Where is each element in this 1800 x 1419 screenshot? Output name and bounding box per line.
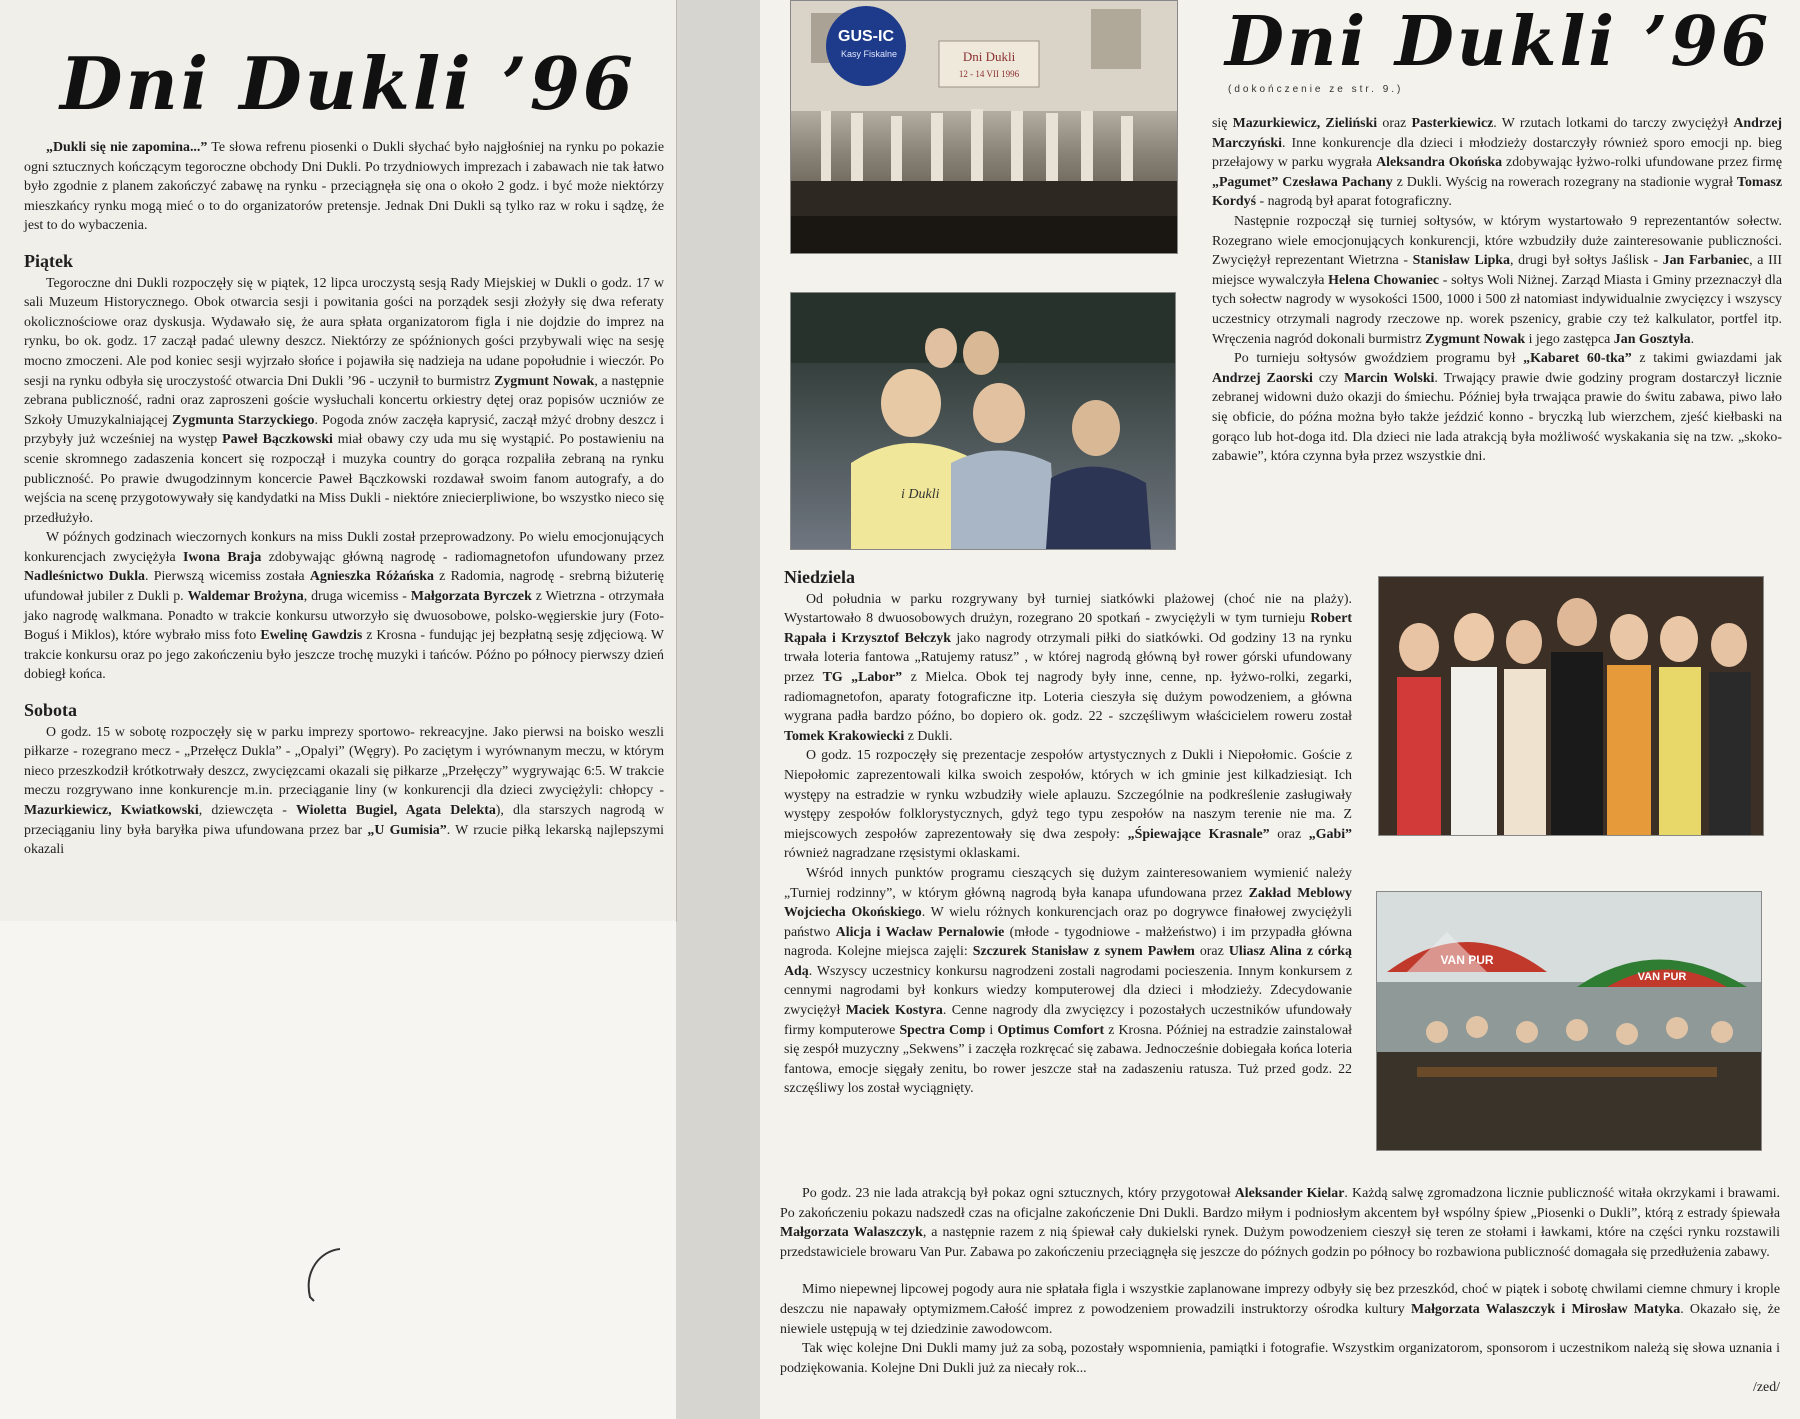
paragraph: Po godz. 23 nie lada atrakcją był pokaz ogni sztucznych, który przygotował Aleksander Kielar. Każdą salwę zgromadzona licznie publiczność witała okrzykami i brawami. Po zakończeniu pokazu nadszedł czas na oficjalne zakończenie Dni Dukli. Bardzo miłym i podniosłym akcentem był wspólny śpiew „Piosenki o Dukli”, którą z estrady śpiewała Małgorzata Walaszczyk, a następnie razem z nią śpiewał cały dukielski rynek. Dużym powodzeniem cieszył się teren ze stołami i ławkami, które na części rynku rozstawili przedstawiciele browaru Van Pur. Zabawa po zakończeniu przeciągnęła się jeszcze do późnych godzin po północy bo rozbawiona publiczność domagała się przedłużenia zabawy. <box>780 1186 1781 1260</box>
section-heading-niedziela: Niedziela <box>784 567 855 587</box>
photo-miss-contestants <box>1378 576 1764 836</box>
shirt-print: i Dukli <box>901 487 940 502</box>
banner-line-2: 12 - 14 VII 1996 <box>958 69 1020 79</box>
right-column-top <box>1212 114 1782 467</box>
paragraph: Tegoroczne dni Dukli rozpoczęły się w piątek, 12 lipca uroczystą sesją Rady Miejskiej w Dukli o godz. 17 w sali Muzeum Historycznego. Obok otwarcia sesji i powitania gości na porządek sesji złożyły się dwa referaty okolicznościowe oraz dyskusja. Wydawało się, że aura spłata organizatorom figla i nie dojdzie do imprez na rynku, bo ok. godz. 17 zaczął padać ulewny deszcz. Niektórzy ze spóźnionych gości przybywali więc na sesję mocno zmoczeni. Ale pod koniec sesji wyjrzało słońce i pojawiła się nadzieja na udane popołudnie i wieczór. Po sesji na rynku odbyła się uroczystość otwarcia Dni Dukli ’96 - uczynił to burmistrz Zygmunt Nowak, a następnie zebrana publiczność, radni oraz zaproszeni goście wysłuchali koncertu orkiestry dętej oraz popisów uczniów ze Szkoły Umuzykalniającej Zygmunta Starzyckiego. Pogoda znów zaczęła kaprysić, zaczął mżyć drobny deszcz i przybyły już wcześniej na występ Paweł Bączkowski miał obawy czy uda mu się wystąpić. Po postawieniu na scenie skromnego zadaszenia koncert się rozpoczął i muzyka country do gorąca rozpaliła zebraną na rynku publiczność. Po prawie dwugodzinnym koncercie Paweł Bączkowski rozdawał swoim fanom autografy, a do wejścia na scenę przygotowywały się kandydatki na Miss Dukli - niektóre zniecierpliwione, bo wszystko nieco się przedłużyło. <box>24 275 665 526</box>
paragraph: Następnie rozpoczął się turniej sołtysów, w którym wystartowało 9 reprezentantów sołectw. Rozegrano wiele emocjonujących konkurencji, które wzbudziły duże zainteresowanie publiczności. Zwyciężył reprezentant Wietrzna - Stanisław Lipka, drugi był sołtys Jaślisk - Jan Farbaniec, a III miejsce wywalczyła Helena Chowaniec - sołtys Woli Niżnej. Zarząd Miasta i Gminy przeznaczył dla tych sołectw nagrody w wysokości 1500, 1000 i 500 zł natomiast indywidualnie zwycięzcy i wszyscy uczestnicy otrzymali nagrody rzeczowe np. worek pszenicy, grabie czy też kalkulator, portfel itp. Wręczenia nagród dokonali burmistrz Zygmunt Nowak i jego zastępca Jan Gosztyła. <box>1212 213 1782 347</box>
paragraph: Od południa w parku rozgrywany był turniej siatkówki plażowej (choć nie na plaży). Wystartowało 8 dwuosobowych drużyn, rozegrano 20 spotkań - zwyciężyli w tym turnieju Robert Rąpała i Krzysztof Bełczyk jako nagrody otrzymali piłki do siatkówki. Od godziny 13 na rynku trwała loteria fantowa „Ratujemy ratusz” , w której nagrodą główną był rower górski ufundowany przez TG „Labor” z Mielca. Obok tej nagrody były inne, cenne, np. łyżwo-rolki, zegarki, radiomagnetofon, aparaty fotograficzne itp. Loteria cieszyła się dużym powodzeniem, a główna wygrana padła bardzo późno, bo dopiero ok. godz. 22 - szczęśliwym właścicielem roweru został Tomek Krakowiecki z Dukli. <box>784 591 1352 744</box>
photo-stage-performance <box>790 0 1178 254</box>
blank-margin <box>0 921 676 1419</box>
left-column <box>24 138 664 860</box>
balloon-label: GUS-IC <box>838 28 894 45</box>
umbrella-label: VAN PUR <box>1440 953 1494 967</box>
paragraph: O godz. 15 rozpoczęły się prezentacje zespołów artystycznych z Dukli i Niepołomic. Goście z Niepołomic zaprezentowali kilka swoich zespołów, których w ich gminie jest kilkadziesiąt. Ich występy na estradzie w rynku wzbudziły wiele aplauzu. Szczególnie na podkreślenie zasługiwały występy zespołów folklorystycznych, gdyż tego typu zespołów na naszym terenie nie ma. Z miejscowych zespołów zaprezentowały się dwa zespoły: „Śpiewające Krasnale” oraz „Gabi” również nagradzane rzęsistymi oklaskami. <box>784 748 1353 862</box>
right-column-bottom <box>780 1184 1780 1398</box>
banner-line-1: Dni Dukli <box>962 49 1016 64</box>
continuation-note: (dokończenie ze str. 9.) <box>1228 84 1404 95</box>
pen-mark-icon <box>300 1241 360 1321</box>
photo-officials <box>790 292 1176 550</box>
intro-paragraph: „Dukli się nie zapomina...” Te słowa refrenu piosenki o Dukli słychać było najgłośniej na rynku po pokazie ogni sztucznych kończącym tegoroczne obchody Dni Dukli. Po trzydniowych imprezach i zabawach nie tak łatwo było zgodnie z planem zakończyć zabawę na rynku - przeciągnęła się ona o około 2 godz. i być może niektórzy mieszkańcy rynku mogą mieć o to do organizatorów pretensje. Jednak Dni Dukli są tylko raz w roku i sądzę, że jest to do wybaczenia. <box>24 140 664 234</box>
section-heading-sobota: Sobota <box>24 700 78 721</box>
paragraph: O godz. 15 w sobotę rozpoczęły się w parku imprezy sportowo- rekreacyjne. Jako pierwsi na boisko weszli piłkarze - rozegrano mecz - „Przełęcz Dukla” - „Opalyi” (Węgry). Po zaciętym i wyrównanym meczu, w którym nieco przeszkodził krótkotrwały deszcz, zwycięzcami okazali się piłkarze „Przełęczy” wygrywając 6:5. W trakcie meczu rozgrywano inne konkurencje m.in. przeciąganie liny (w konkurencji dla dzieci zwyciężyli: chłopcy - Mazurkiewicz, Kwiatkowski, dziewczęta - Wioletta Bugiel, Agata Delekta), dla starszych nagrodą w przeciąganiu liny była baryłka piwa ufundowana przez bar „U Gumisia”. W rzucie piłką lekarską najlepszymi okazali <box>24 724 664 858</box>
section-heading-piatek: Piątek <box>24 250 73 271</box>
intro-quote: „Dukli się nie zapomina...” <box>46 140 208 155</box>
paragraph: Mimo niepewnej lipcowej pogody aura nie spłatała figla i wszystkie zaplanowane imprezy odbyły się bez przeszkód, choć w piątek i sobotę chwilami ciemne chmury i krople deszczu nie napawały optymizmem.Całość imprez z powodzeniem prowadzili instruktorzy ośrodka kultury Małgorzata Walaszczyk i Mirosław Matyka. Okazało się, że niewiele ustępują w tej dziedzinie zawodowcom. <box>780 1282 1780 1337</box>
paragraph: Tak więc kolejne Dni Dukli mamy już za sobą, pozostały wspomnienia, pamiątki i fotografie. Wszystkim organizatorom, sponsorom i uczestnikom należą się słowa uznania i podziękowania. Kolejne Dni Dukli już za niecały rok... <box>780 1341 1780 1376</box>
page-title: Dni Dukli ’96 <box>60 41 636 126</box>
umbrella-label-2: VAN PUR <box>1637 971 1687 983</box>
paragraph: W późnych godzinach wieczornych konkurs na miss Dukli został przeprowadzony. Po wielu emocjonujących konkurencjach zwyciężyła Iwona Braja zdobywając główną nagrodę - radiomagnetofon ufundowany przez Nadleśnictwo Dukla. Pierwszą wicemiss została Agnieszka Różańska z Radomia, nagrodę - srebrną biżuterię ufundował jubiler z Dukli p. Waldemar Brożyna, druga wicemiss - Małgorzata Byrczek z Wietrzna - otrzymała jako nagrodę walkmana. Ponadto w trakcie konkursu utworzyło się dwuosobowe, polsko-węgierskie jury (Foto-Boguś i Miklos), które wybrało miss foto Ewelinę Gawdzis z Krosna - fundując jej bezpłatną sesję zdjęciową. W trakcie konkursu oraz po jego zakończeniu było jeszcze trochę muzyki i tańców. Późno po północy pierwszy dzień dobiegł końca. <box>24 530 664 683</box>
page-title-right: Dni Dukli ’96 <box>1225 2 1772 82</box>
right-column-middle <box>784 568 1352 1099</box>
paragraph: Wśród innych punktów programu cieszących się dużym zainteresowaniem wymienić należy „Turniej rodzinny”, w którym główną nagrodą była kanapa ufundowana przez Zakład Meblowy Wojciecha Okońskiego. W wielu różnych konkurencjach oraz po dogrywce finałowej zwyciężyli państwo Alicja i Wacław Pernalowie (młode - tygodniowe - małżeństwo) i im przypadła główna nagroda. Kolejne miejsca zajęli: Szczurek Stanisław z synem Pawłem oraz Uliasz Alina z córką Adą. Wszyscy uczestnicy konkursu nagrodzeni zostali nagrodami pocieszenia. Innym konkursem z cennymi nagrodami był konkurs wiedzy komputerowej dla dzieci i młodzieży. Zdecydowanie zwyciężył Maciek Kostyra. Cenne nagrody dla zwycięzcy i pozostałych uczestników ufundowały firmy komputerowe Spectra Comp i Optimus Comfort z Krosna. Później na estradzie zainstalował się zespół muzyczny „Sekwens” i zaczęła rozkręcać się zabawa. Jednocześnie dobiegała końca loteria fantowa, emocje sięgały zenitu, bo rower jeszcze stał na zadaszeniu ratusza. Tuż przed godz. 22 szczęśliwy los został wyciągnięty. <box>784 865 1353 1097</box>
paragraph: Po turnieju sołtysów gwoździem programu był „Kabaret 60-tka” z takimi gwiazdami jak Andrzej Zaorski czy Marcin Wolski. Trwający prawie dwie godziny program dostarczył licznie zebranej widowni dużo okazji do śmiechu. Później była trwająca prawie do świtu zabawa, piwo lało się obficie, do późna można było także jeździć konno - bryczką lub wierzchem, zjeść kiełbaski na gorąco lub hot-doga itd. Dla dzieci nie lada atrakcją była możliwość wyskakania się na tzw. „skoko-zabawie”, która czynna była przez wszystkie dni. <box>1212 351 1782 465</box>
balloon-sublabel: Kasy Fiskalne <box>840 49 898 59</box>
paragraph: się Mazurkiewicz, Zieliński oraz Pasterkiewicz. W rzutach lotkami do tarczy zwyciężył Andrzej Marczyński. Inne konkurencje dla dzieci i młodzieży dostarczyły również sporo emocji np. bieg przełajowy w parku wygrała Aleksandra Okońska zdobywając łyżwo-rolki ufundowane przez firmę „Pagumet” Czesława Pachany z Dukli. Wyścig na rowerach rozegrany na stadionie wygrał Tomasz Kordyś - nagrodą był aparat fotograficzny. <box>1212 116 1782 210</box>
photo-beer-garden <box>1376 891 1762 1151</box>
author-signature: /zed/ <box>1753 1380 1780 1396</box>
